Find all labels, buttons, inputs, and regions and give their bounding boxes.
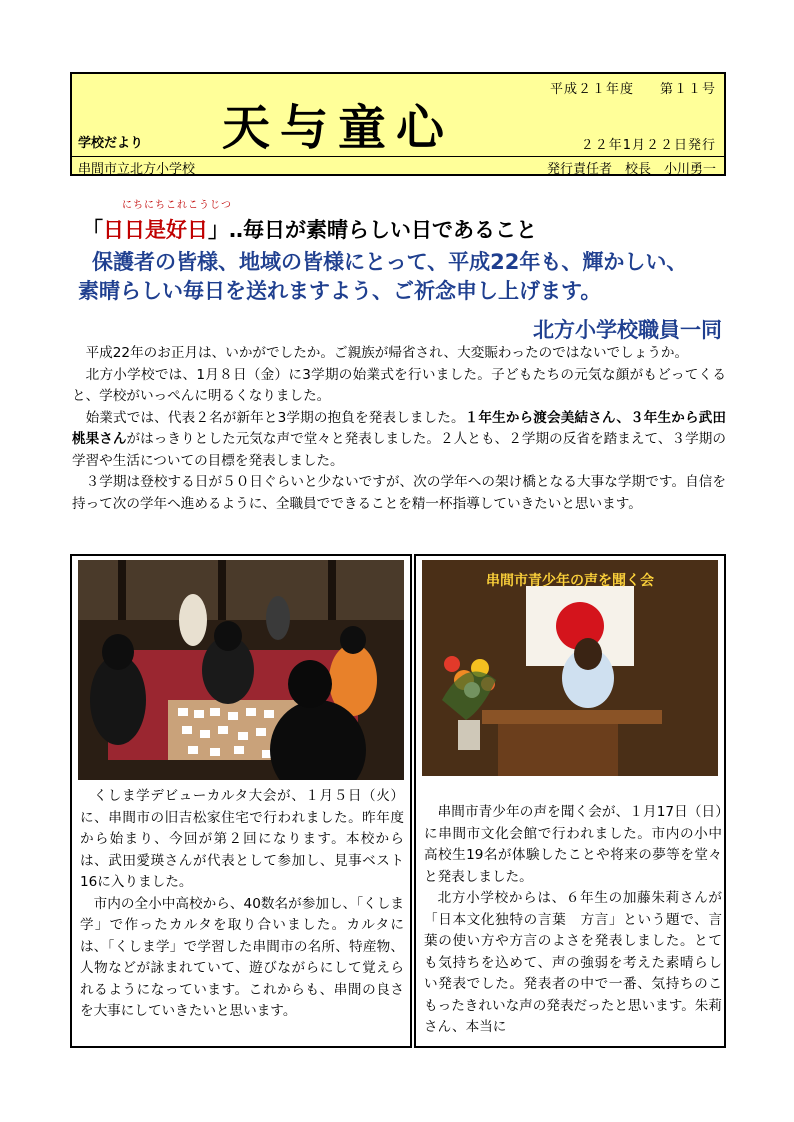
issue-date: ２２年1月２２日発行	[580, 138, 716, 153]
speech-caption	[424, 802, 722, 1039]
speech-photo-image	[422, 560, 718, 776]
issue-number: 第１１号	[659, 82, 716, 97]
header-divider	[72, 156, 724, 157]
headline-rest: 」‥毎日が素晴らしい日であること	[208, 218, 538, 242]
karuta-caption	[80, 786, 404, 1023]
new-year-greeting	[78, 248, 738, 306]
student-names: １年生から渡会美結さん、３年生から武田桃果さん	[72, 409, 726, 447]
karuta-article	[70, 554, 412, 1048]
school-year: 平成２１年度	[549, 82, 634, 97]
karuta-photo-image	[78, 560, 404, 780]
paragraph-text: 始業式では、代表２名が新年と3学期の抱負を発表しました。	[85, 409, 465, 426]
issue-info	[524, 78, 716, 97]
newsletter-title: 天与童心	[222, 100, 455, 156]
masthead	[70, 72, 726, 176]
headline-ruby: にちにちこれこうじつ	[122, 200, 232, 211]
caption-paragraph: 北方小学校からは、６年生の加藤朱莉さんが「日本文化独特の言葉 方言」という題で、言葉の使い方や方言のよさを発表しました。とても気持ちを込めて、声の強弱を考えた素晴らしい発表でした。発表者の中で一番、気持ちのこもったきれいな声の発表だったと思います。朱莉さん、本当に	[424, 890, 722, 1035]
speech-article	[414, 554, 726, 1048]
paragraph: 北方小学校では、1月８日（金）に3学期の始業式を行いました。子どもたちの元気な顔がもどってくると、学校がいっぺんに明るくなりました。	[72, 366, 726, 404]
greeting-line-2: 素晴らしい毎日を送れますよう、ご祈念申し上げます。	[78, 279, 602, 303]
caption-paragraph: 串間市青少年の声を聞く会が、１月17日（日）に串間市文化会館で行われました。市内の小中高校生19名が体験したことや将来の夢等を堂々と発表しました。	[424, 804, 722, 885]
newsletter-label: 学校だより	[78, 136, 144, 151]
headline	[82, 214, 537, 244]
speech-photo	[422, 560, 718, 776]
staff-signature: 北方小学校職員一同	[533, 318, 722, 342]
greeting-line-1: 保護者の皆様、地域の皆様にとって、平成22年も、輝かしい、	[92, 250, 688, 274]
article-body	[72, 343, 726, 515]
caption-paragraph: 市内の全小中高校から、40数名が参加し、「くしま学」で作ったカルタを取り合いました。カルタには、「くしま学」で学習した串間市の名所、特産物、人物などが詠まれていて、遊びながらにして覚えられるようになっています。これからも、串間の良さを大事にしていきたいと思います。	[80, 895, 404, 1019]
caption-paragraph: くしま学デビューカルタ大会が、１月５日（火）に、串間市の旧吉松家住宅で行われました。昨年度から始まり、今回が第２回になります。本校からは、武田愛瑛さんが代表として参加し、見事ベスト16に入りました。	[80, 788, 404, 890]
paragraph-text: がはっきりとした元気な声で堂々と発表しました。２人とも、２学期の反省を踏まえて、３学期の学習や生活についての目標を発表しました。	[72, 431, 726, 469]
headline-open-quote: 「	[82, 218, 103, 242]
headline-keyword: 日日是好日	[103, 218, 208, 242]
photo-title: 串間市青少年の声を聞く会	[486, 573, 654, 589]
paragraph	[72, 408, 726, 473]
paragraph: 平成22年のお正月は、いかがでしたか。ご親族が帰省され、大変賑わったのではないでしょうか。	[85, 345, 689, 361]
paragraph: ３学期は登校する日が５０日ぐらいと少ないですが、次の学年への架け橋となる大事な学期です。自信を持って次の学年へ進めるように、全職員でできることを精一杯指導していきたいと思います。	[72, 474, 726, 512]
school-name: 串間市立北方小学校	[78, 162, 196, 177]
publisher: 発行責任者 校長 小川勇一	[546, 162, 716, 177]
karuta-photo	[78, 560, 404, 780]
